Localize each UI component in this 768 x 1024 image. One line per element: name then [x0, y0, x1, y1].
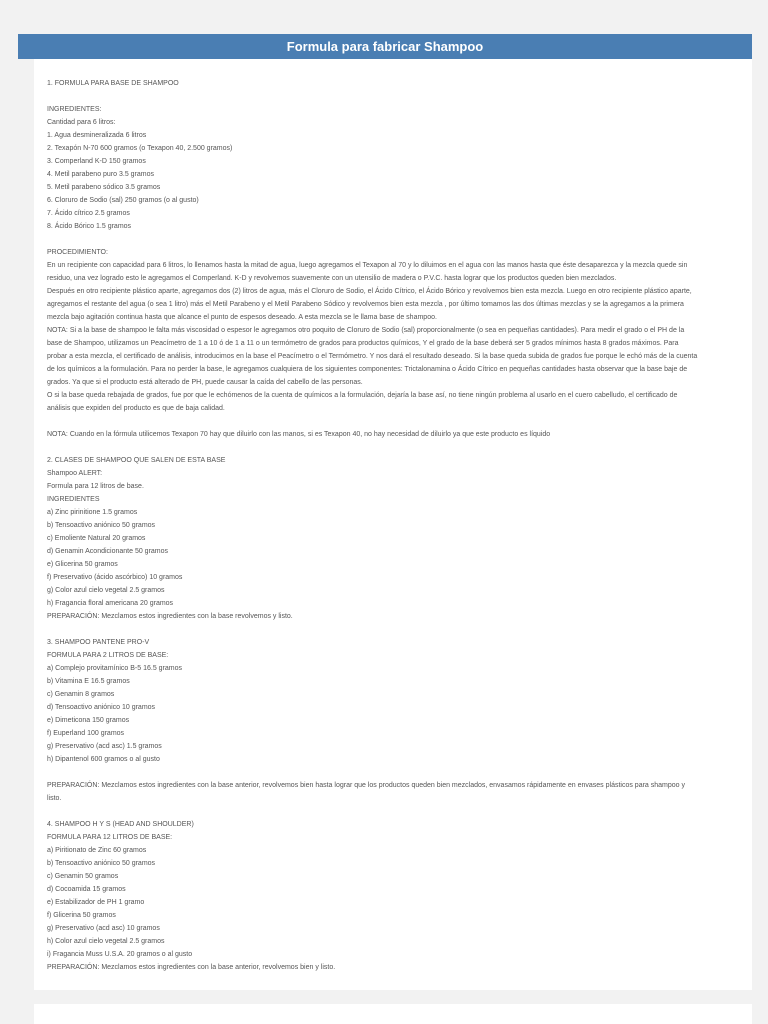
text-line: f) Glicerina 50 gramos [47, 912, 116, 919]
text-line: INGREDIENTES [47, 496, 100, 503]
text-line: 3. SHAMPOO PANTENE PRO-V [47, 639, 150, 646]
text-line: 6. Cloruro de Sodio (sal) 250 gramos (o al gusto) [47, 197, 199, 204]
paragraph-gap [47, 90, 739, 103]
text-line: Cantidad para 6 litros: [47, 119, 116, 126]
text-line: h) Fragancia floral americana 20 gramos [47, 600, 174, 607]
paragraph-gap [47, 766, 739, 779]
text-line: 3. Comperland K-D 150 gramos [47, 158, 146, 165]
text-line: d) Tensoactivo aniónico 10 gramos [47, 704, 156, 711]
text-line: 1. FORMULA PARA BASE DE SHAMPOO [47, 80, 179, 87]
text-line: e) Estabilizador de PH 1 gramo [47, 899, 145, 906]
text-line: base de Shampoo, utilizamos un Peacímetro de 1 a 10 ó de 1 a 11 o un termómetro de grados para productos químicos, Y el grado de la base deberá ser 5 grados mínimos hasta 8 grados máximos. Para [47, 340, 679, 347]
document-title: Formula para fabricar Shampoo [286, 39, 484, 54]
text-line: c) Emoliente Natural 20 gramos [47, 535, 146, 542]
text-line: grados. Ya que si el producto está alterado de PH, puede causar la caída del cabello de las personas. [47, 379, 363, 386]
text-line: FORMULA PARA 12 LITROS DE BASE: [47, 834, 173, 841]
text-line: e) Dimeticona 150 gramos [47, 717, 130, 724]
document-title-bar [18, 34, 752, 59]
text-line: PREPARACIÓN: Mezclamos estos ingredientes con la base anterior, revolvemos bien y listo. [47, 964, 336, 971]
text-line: probar a esta mezcla, el certificado de análisis, introducimos en la base el Peacímetro o el Termómetro. Y nos dará el resultado deseado. Si la base queda subida de grados fue porque le echó más de la cuenta [47, 353, 698, 360]
text-line: 4. SHAMPOO H Y S (HEAD AND SHOULDER) [47, 821, 194, 828]
paragraph-gap [47, 805, 739, 818]
document-page [34, 59, 752, 990]
text-line: 8. Ácido Bórico 1.5 gramos [47, 223, 132, 230]
text-line: listo. [47, 795, 62, 802]
text-line: g) Preservativo (acd asc) 10 gramos [47, 925, 160, 932]
text-line: g) Color azul cielo vegetal 2.5 gramos [47, 587, 165, 594]
paragraph-gap [47, 415, 739, 428]
text-line: i) Fragancia Muss U.S.A. 20 gramos o al gusto [47, 951, 193, 958]
paragraph-gap [47, 623, 739, 636]
text-line: f) Preservativo (ácido ascórbico) 10 gramos [47, 574, 183, 581]
text-line: g) Preservativo (acd asc) 1.5 gramos [47, 743, 162, 750]
text-line: FORMULA PARA 2 LITROS DE BASE: [47, 652, 169, 659]
text-line: residuo, una vez logrado esto le agregamos el Comperland. K-D y revolvemos suavemente con un utensilio de madera o P.V.C. hasta lograr que los productos queden bien mezclados. [47, 275, 617, 282]
text-line: a) Piritionato de Zinc 60 gramos [47, 847, 147, 854]
text-line: d) Cocoamida 15 gramos [47, 886, 126, 893]
text-line: Shampoo ALERT: [47, 470, 103, 477]
text-line: e) Glicerina 50 gramos [47, 561, 118, 568]
next-page [34, 1004, 752, 1024]
paragraph-gap [47, 233, 739, 246]
text-line: O si la base queda rebajada de grados, fue por que le echómenos de la cuenta de químicos a la formulación, dejaría la base así, no tiene ningún problema al usarlo en el cuero cabelludo, el certificado de [47, 392, 678, 399]
text-line: h) Dipantenol 600 gramos o al gusto [47, 756, 160, 763]
text-line: 5. Metil parabeno sódico 3.5 gramos [47, 184, 161, 191]
text-line: h) Color azul cielo vegetal 2.5 gramos [47, 938, 165, 945]
text-line: 2. Texapón N-70 600 gramos (o Texapon 40, 2.500 gramos) [47, 145, 233, 152]
text-line: NOTA: Si a la base de shampoo le falta más viscosidad o espesor le agregamos otro poquito de Cloruro de Sodio (sal) proporcionalmente (o sea en pequeñas cantidades). Para medir el grado o el PH de la [47, 327, 685, 334]
text-line: c) Genamin 8 gramos [47, 691, 115, 698]
text-line: Formula para 12 litros de base. [47, 483, 144, 490]
text-line: Después en otro recipiente plástico aparte, agregamos dos (2) litros de agua, más el Cloruro de Sodio, el Ácido Cítrico, el Ácido Bórico y revolvemos bien esta mezcla. Luego en otro recipiente plástico aparte, [47, 288, 692, 295]
text-line: 7. Ácido cítrico 2.5 gramos [47, 210, 130, 217]
text-line: 2. CLASES DE SHAMPOO QUE SALEN DE ESTA BASE [47, 457, 226, 464]
text-line: PREPARACIÓN: Mezclamos estos ingredientes con la base revolvemos y listo. [47, 613, 293, 620]
paragraph-gap [47, 441, 739, 454]
text-line: a) Complejo provitamínico B-5 16.5 gramos [47, 665, 183, 672]
text-line: 1. Agua desmineralizada 6 litros [47, 132, 147, 139]
text-line: de los químicos a la formulación. Para no perder la base, le agregamos cualquiera de los siguientes componentes: Trictalonamina o Ácido Cítrico en pequeñas cantidades hasta observar que la base baje de [47, 366, 688, 373]
document-content [47, 77, 739, 974]
text-line: mezcla bajo agitación continua hasta que alcance el punto de espesos deseado. A esta mezcla se le llama base de shampoo. [47, 314, 437, 321]
text-line: a) Zinc pirinitione 1.5 gramos [47, 509, 138, 516]
text-line: b) Tensoactivo aniónico 50 gramos [47, 522, 156, 529]
text-line: En un recipiente con capacidad para 6 litros, lo llenamos hasta la mitad de agua, luego agregamos el Texapon al 70 y lo diluimos en el agua con las manos hasta que éste desaparezca y la mezcla quede sin [47, 262, 688, 269]
text-line: f) Euperland 100 gramos [47, 730, 125, 737]
text-line: d) Genamin Acondicionante 50 gramos [47, 548, 169, 555]
text-line: agregamos el restante del agua (o sea 1 litro) más el Metil Parabeno y el Metil Parabeno Sódico y revolvemos bien esta mezcla , por último tomamos las dos últimas mezclas y se la agregamos a la primera [47, 301, 684, 308]
text-line: PREPARACIÓN: Mezclamos estos ingredientes con la base anterior, revolvemos bien hasta lograr que los productos queden bien mezclados, envasamos rápidamente en envases plásticos para shampoo y [47, 782, 685, 789]
text-line: PROCEDIMIENTO: [47, 249, 108, 256]
text-line: c) Genamin 50 gramos [47, 873, 119, 880]
text-line: b) Vitamina E 16.5 gramos [47, 678, 130, 685]
text-line: INGREDIENTES: [47, 106, 102, 113]
text-line: análisis que expiden del producto es que de baja calidad. [47, 405, 225, 412]
text-line: 4. Metil parabeno puro 3.5 gramos [47, 171, 155, 178]
text-line: b) Tensoactivo aniónico 50 gramos [47, 860, 156, 867]
text-line: NOTA: Cuando en la fórmula utilicemos Texapon 70 hay que diluirlo con las manos, si es Texapon 40, no hay necesidad de diluirlo ya que este producto es líquido [47, 431, 551, 438]
